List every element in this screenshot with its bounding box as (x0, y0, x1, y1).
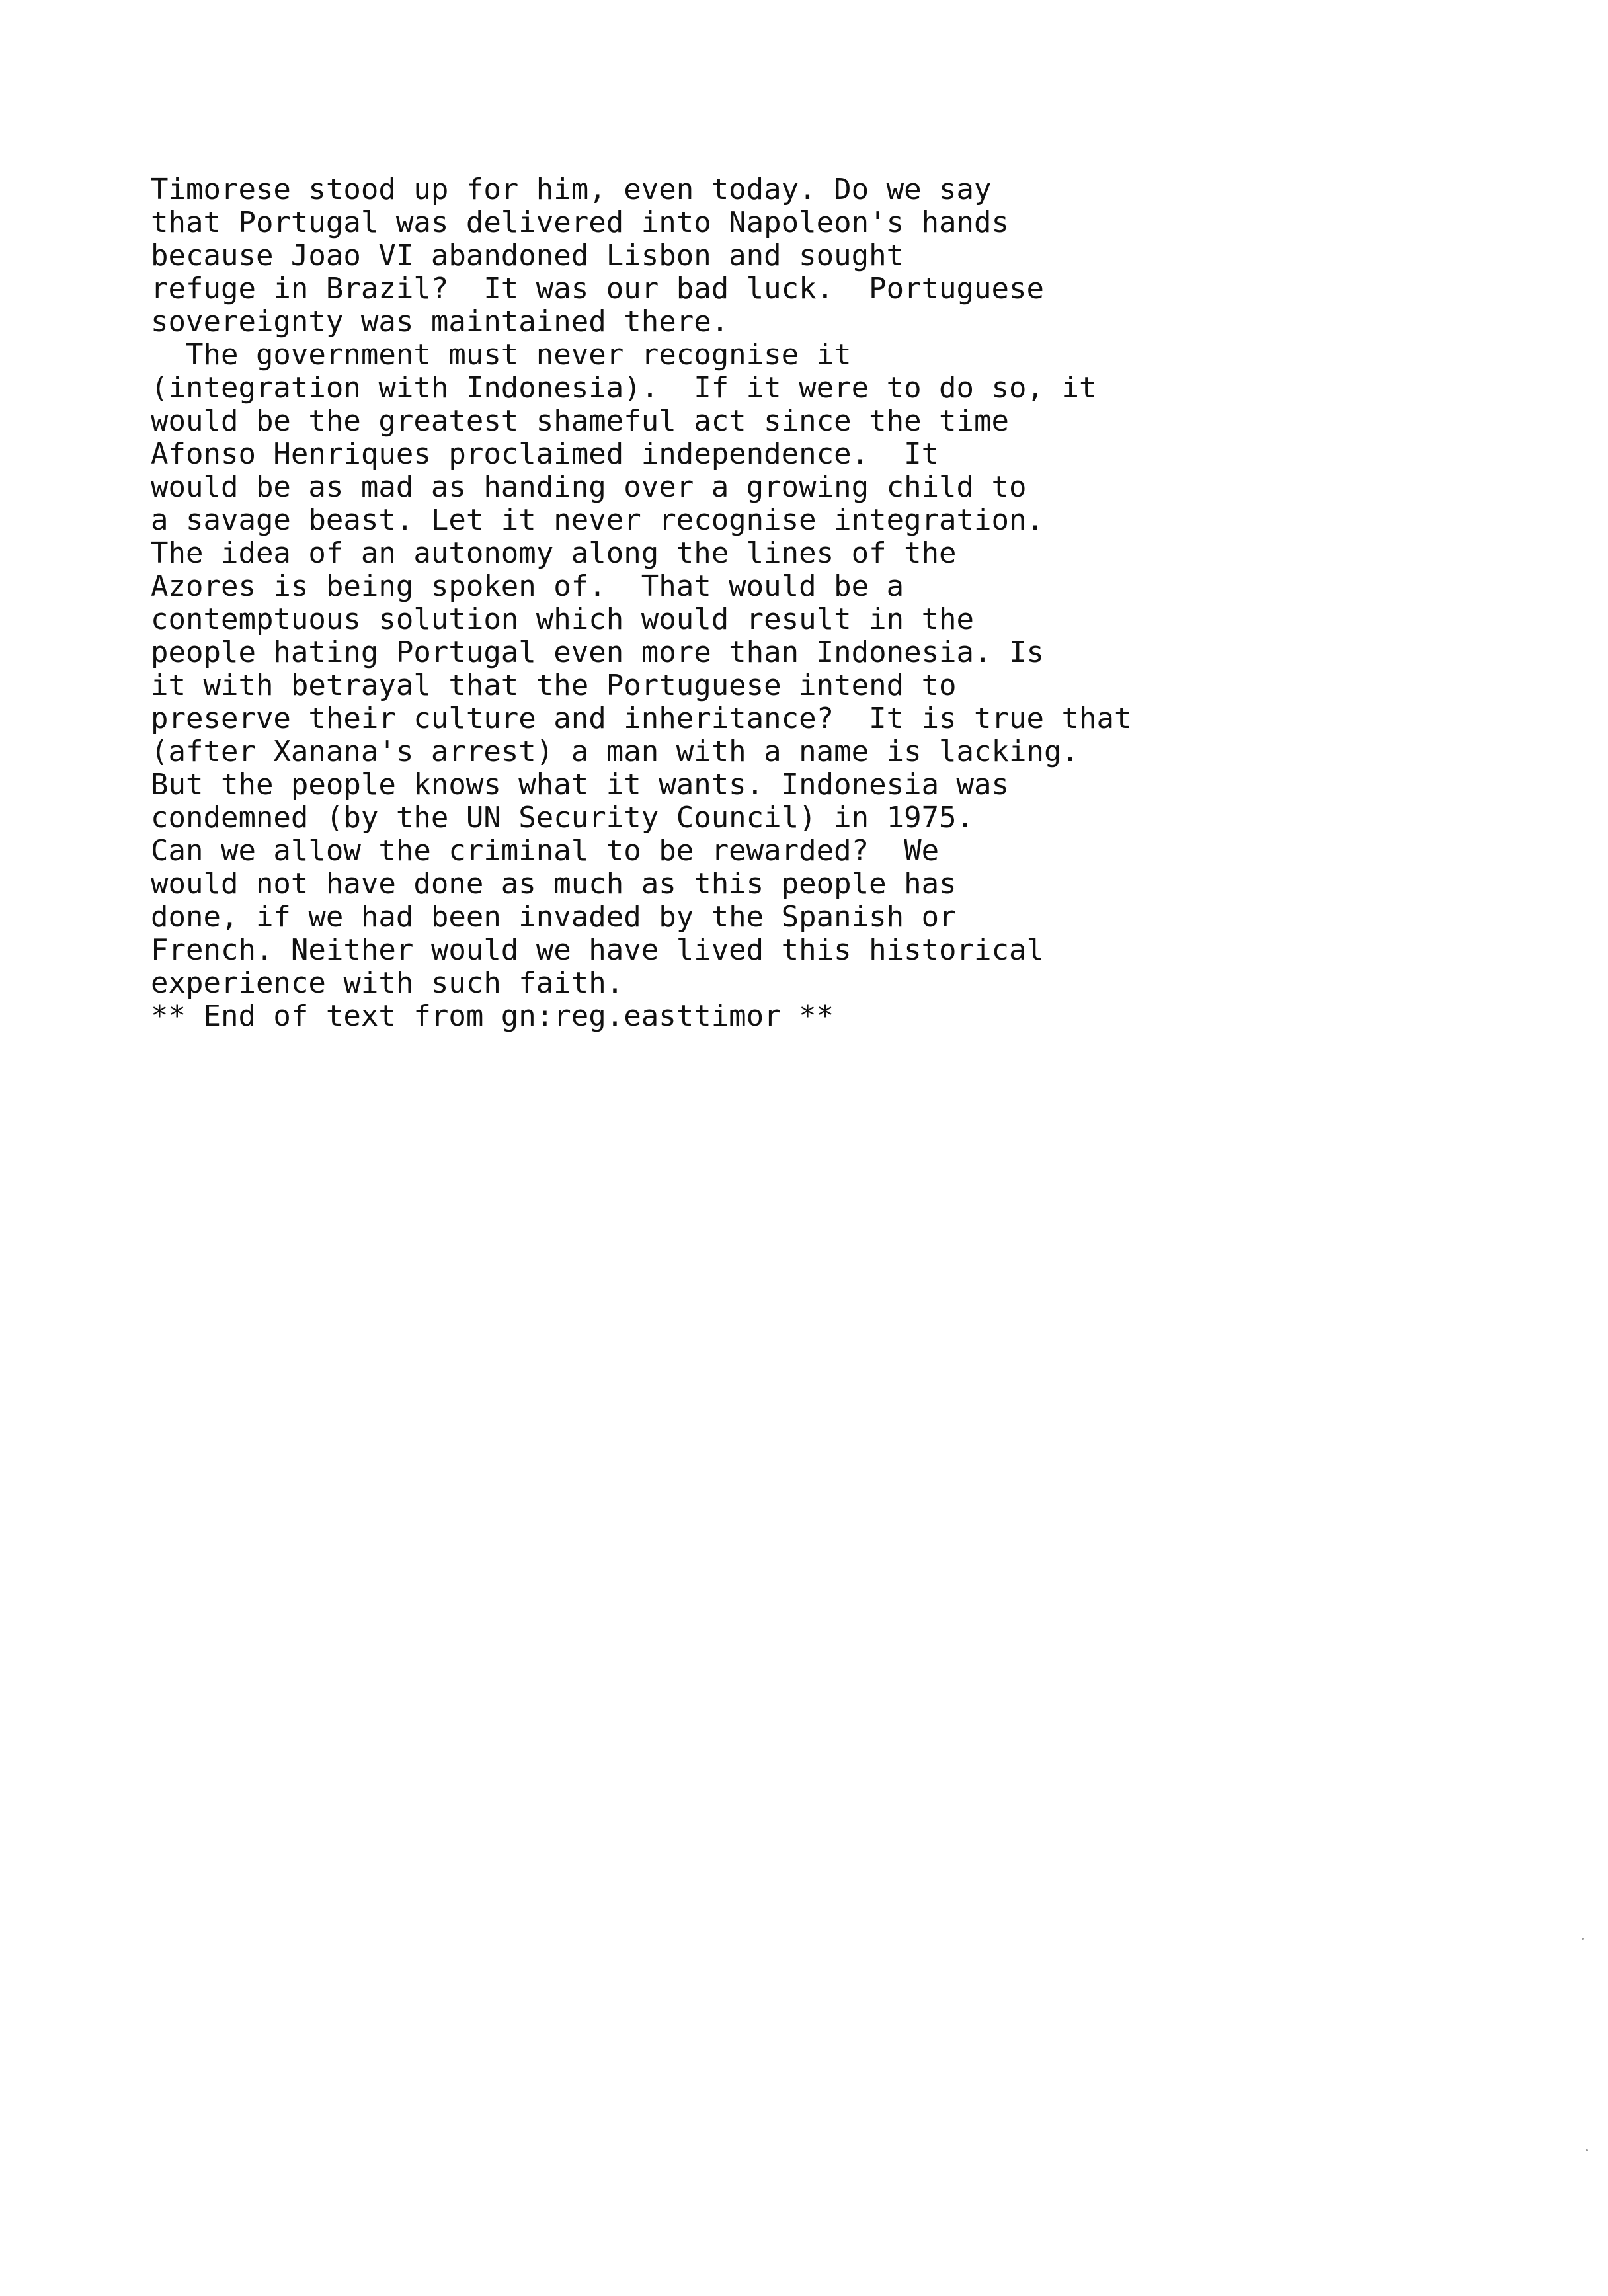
text-line-13: Azores is being spoken of. That would be a (151, 569, 904, 603)
text-line-12: The idea of an autonomy along the lines of the (151, 536, 957, 570)
text-line-7: (integration with Indonesia). If it were to do so, it (151, 371, 1097, 405)
text-line-8: would be the greatest shameful act since the time (151, 404, 1010, 438)
text-line-16: it with betrayal that the Portuguese intend to (151, 669, 957, 702)
text-line-14: contemptuous solution which would result in the (151, 602, 975, 636)
text-line-17: preserve their culture and inheritance? It is true that (151, 702, 1132, 735)
text-line-3: because Joao VI abandoned Lisbon and sought (151, 239, 904, 272)
text-line-15: people hating Portugal even more than Indonesia. Is (151, 636, 1045, 669)
text-line-20: condemned (by the UN Security Council) in 1975. (151, 801, 975, 835)
text-line-24: French. Neither would we have lived this historical (151, 933, 1045, 967)
text-line-6: The government must never recognise it (151, 338, 852, 372)
text-line-11: a savage beast. Let it never recognise integration. (151, 503, 1045, 537)
scan-speck (1586, 2149, 1588, 2151)
text-line-22: would not have done as much as this people has (151, 867, 957, 901)
text-line-25: experience with such faith. (151, 966, 624, 1000)
text-line-21: Can we allow the criminal to be rewarded? We (151, 834, 940, 868)
document-text (151, 173, 1131, 1033)
text-line-26: ** End of text from gn:reg.easttimor ** (151, 999, 834, 1033)
text-line-23: done, if we had been invaded by the Spanish or (151, 900, 957, 934)
text-line-19: But the people knows what it wants. Indonesia was (151, 768, 1010, 801)
scan-speck (1582, 1938, 1584, 1940)
text-line-5: sovereignty was maintained there. (151, 305, 729, 339)
text-line-4: refuge in Brazil? It was our bad luck. Portuguese (151, 272, 1045, 306)
text-line-1: Timorese stood up for him, even today. Do we say (151, 173, 992, 206)
text-line-9: Afonso Henriques proclaimed independence. It (151, 437, 940, 471)
text-line-18: (after Xanana's arrest) a man with a name is lacking. (151, 735, 1079, 768)
text-line-10: would be as mad as handing over a growing child to (151, 470, 1027, 504)
text-line-2: that Portugal was delivered into Napoleon's hands (151, 206, 1010, 239)
